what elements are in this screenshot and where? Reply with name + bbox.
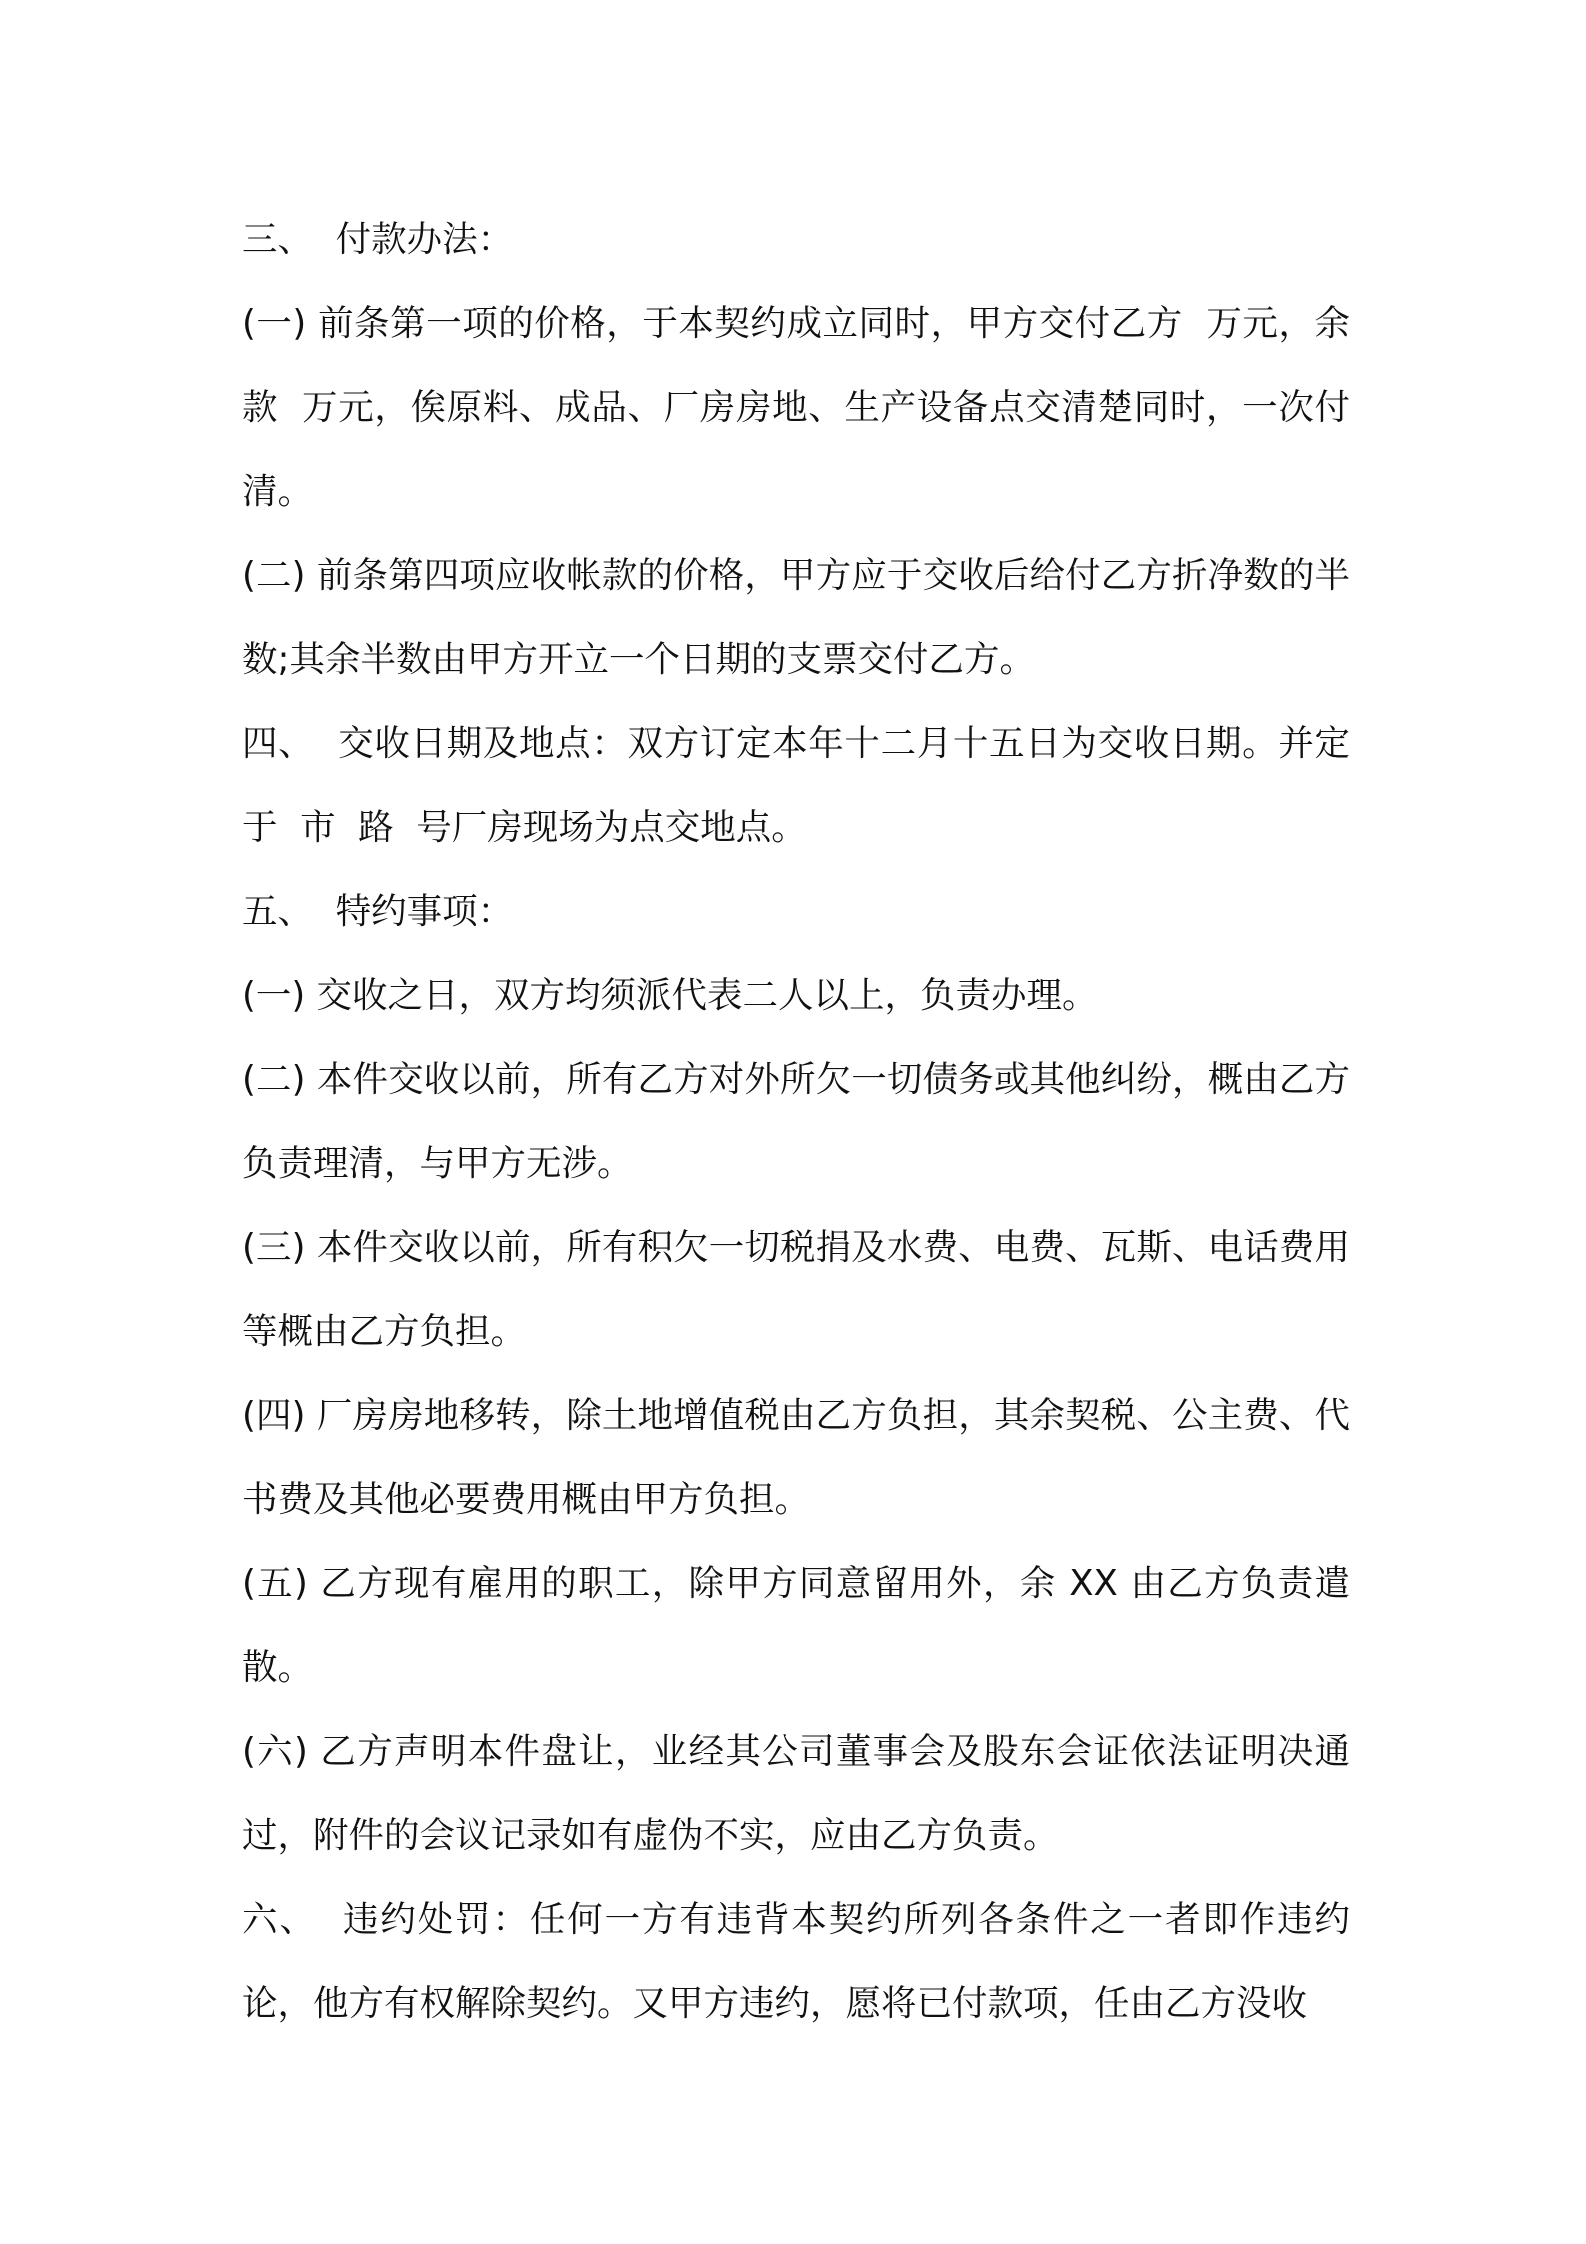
document-body xyxy=(242,198,1350,2046)
section-5-item-4: (四) 厂房房地移转，除土地增值税由乙方负担，其余契税、公主费、代书费及其他必要费用概由甲方负担。 xyxy=(242,1395,1350,1520)
section-3-item-2: (二) 前条第四项应收帐款的价格，甲方应于交收后给付乙方折净数的半数;其余半数由甲方开立一个日期的支票交付乙方。 xyxy=(242,555,1350,680)
section-5-item-3: (三) 本件交收以前，所有积欠一切税捐及水费、电费、瓦斯、电话费用等概由乙方负担。 xyxy=(242,1227,1350,1352)
section-3-heading: 三、 付款办法： xyxy=(242,219,514,260)
section-4-paragraph: 四、 交收日期及地点：双方订定本年十二月十五日为交收日期。并定于 市 路 号厂房现场为点交地点。 xyxy=(242,723,1350,848)
section-5-heading: 五、 特约事项： xyxy=(242,891,514,932)
section-6-paragraph: 六、 违约处罚：任何一方有违背本契约所列各条件之一者即作违约论，他方有权解除契约。又甲方违约，愿将已付款项，任由乙方没收 xyxy=(242,1899,1350,2024)
section-5-item-5: (五) 乙方现有雇用的职工，除甲方同意留用外，余 XX 由乙方负责遣散。 xyxy=(242,1563,1350,1688)
section-5-item-6: (六) 乙方声明本件盘让，业经其公司董事会及股东会证依法证明决通过，附件的会议记录如有虚伪不实，应由乙方负责。 xyxy=(242,1731,1350,1856)
section-5-item-1: (一) 交收之日，双方均须派代表二人以上，负责办理。 xyxy=(242,975,1098,1016)
section-3-item-1: (一) 前条第一项的价格，于本契约成立同时，甲方交付乙方 万元，余款 万元，俟原料、成品、厂房房地、生产设备点交清楚同时，一次付清。 xyxy=(242,303,1350,512)
section-5-item-2: (二) 本件交收以前，所有乙方对外所欠一切债务或其他纠纷，概由乙方负责理清，与甲方无涉。 xyxy=(242,1059,1350,1184)
